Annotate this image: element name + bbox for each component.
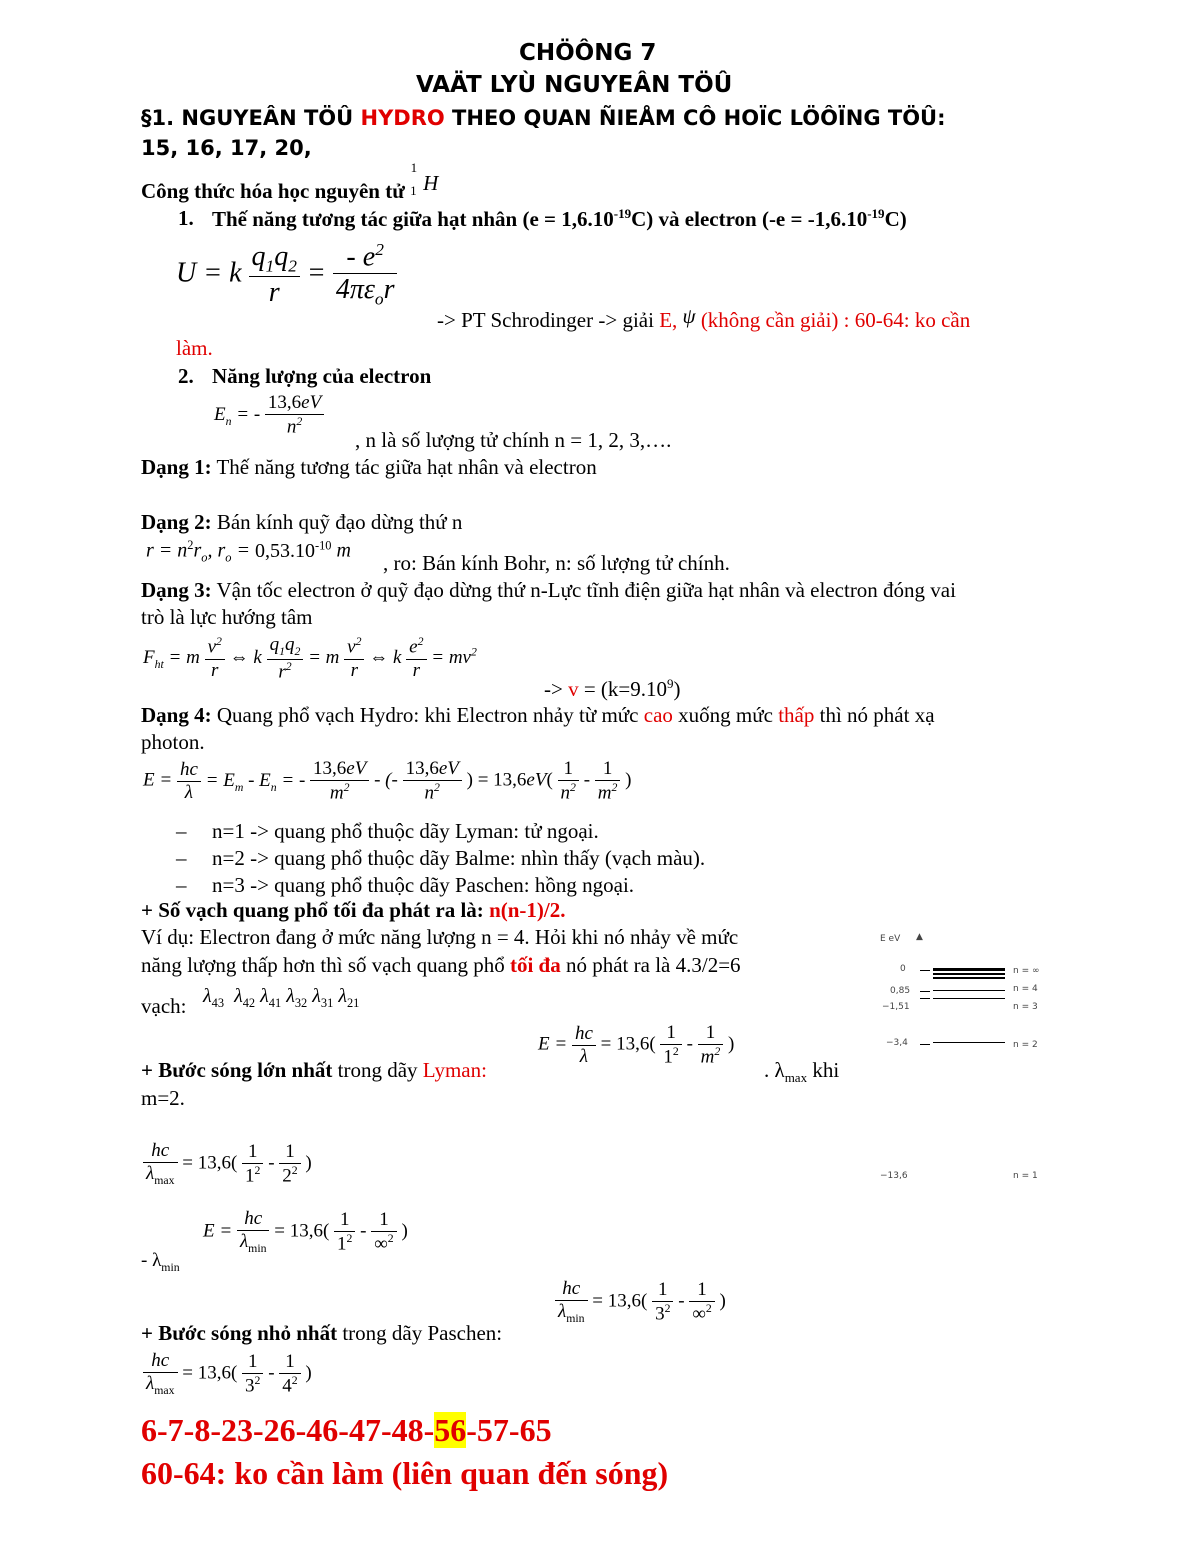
schrodinger-note: (không cần giải) : 60-64: ko cần [695,308,971,332]
level-n: n = 1 [1013,1171,1038,1181]
list-item: – n=3 -> quang phổ thuộc dãy Paschen: hồng ngoại. [176,873,635,897]
schrodinger-line2: làm. [176,336,213,360]
dang3-tail [544,676,681,702]
dang3 [141,578,956,603]
paschen-text: trong dãy Paschen: [337,1321,503,1345]
footer-list-b: -57-65 [466,1412,552,1448]
energy-formula: $E_n$ = - $\frac{13,6eV}{n^2}$ [214,392,324,438]
series-list [176,818,705,899]
dang3-line2: trò là lực hướng tâm [141,605,313,629]
dang2-label: Dạng 2: [141,510,212,534]
lyman-line2: m=2. [141,1086,185,1110]
item1-text-a: Thế năng tương tác giữa hạt nhân (e = 1,6.10 [212,207,614,231]
level-value: −13,6 [880,1171,908,1181]
lambda-max-paschen: $\frac{hc}{\lambda_{max}}$ = 13,6( $\frac{1}{3^2}$ - $\frac{1}{4^2}$ ) [143,1350,312,1398]
item1-exp2: -19 [867,206,885,221]
dang3-close: ) [673,677,681,701]
schrodinger-text: -> PT Schrodinger -> giải [437,308,660,332]
lyman-when: khi [807,1058,840,1082]
section-numbers: 15, 16, 17, 20, [141,136,312,160]
item1-text [212,206,907,232]
example-line2 [141,953,741,978]
paschen-line [141,1321,502,1346]
axis-arrow-icon: ▲ [916,932,923,942]
example-text-a: năng lượng thấp hơn thì số vạch quang phổ [141,953,510,977]
psi-symbol: ψ [682,304,696,328]
example-text-b: nó phát ra là 4.3/2=6 [560,953,741,977]
list-item: – n=2 -> quang phổ thuộc dãy Balme: nhìn thấy (vạch màu). [176,846,706,870]
level-n: n = ∞ [1013,966,1040,976]
chapter-title: CHÖÔNG 7 [519,40,657,66]
dang4-high: cao [643,703,673,727]
lambda-min-label [141,1250,180,1275]
item2-text: Năng lượng của electron [212,364,432,388]
dang1-label: Dạng 1: [141,455,212,479]
level-value: −1,51 [882,1002,910,1012]
lyman-label: + Bước sóng lớn nhất [141,1058,333,1082]
potential-energy-formula: U = k $\frac{q_1q_2}{r}$ = $\frac{- e^2}{4\pi\varepsilon_or}$ [176,240,397,310]
dang4 [141,703,935,728]
lyman-lambda: . λ [764,1058,785,1082]
item1-text-b: C) và electron (-e = -1,6.10 [631,207,868,231]
radius-formula: $r = n^2r_o$, $r_o = 0,53.10^{-10}$ m [146,538,351,565]
dang3-k: = (k=9.10 [578,677,668,701]
section-prefix: §1. NGUYEÂN TÖÛ [141,106,361,130]
dang3-label: Dạng 3: [141,578,212,602]
example-line1: Ví dụ: Electron đang ở mức năng lượng n = 4. Hỏi khi nó nhảy về mức [141,925,739,949]
axis-label: E eV [880,934,901,944]
lyman-tail [764,1058,839,1086]
dang4-text-c: thì nó phát xạ [814,703,935,727]
dang4-text-b: xuống mức [672,703,779,727]
chapter-subtitle: VAÄT LYÙ NGUYEÂN TÖÛ [416,72,733,98]
section-hydro: HYDRO [360,106,445,130]
lambda-min-paschen: $\frac{hc}{\lambda_{min}}$ = 13,6( $\frac{1}{3^2}$ - $\frac{1}{\infty^2}$ ) [555,1278,726,1326]
section-heading [141,106,946,130]
item1-exp1: -19 [613,206,632,221]
lyman-line [141,1058,487,1083]
lambda-min-sub: min [161,1260,180,1274]
example-max: tối đa [509,953,561,977]
section-suffix: THEO QUAN ÑIEÅM CÔ HOÏC LÖÔÏNG TÖÛ: [444,106,946,130]
dang4-label: Dạng 4: [141,703,212,727]
level-value: 0 [900,964,906,974]
max-lines [141,898,566,923]
lyman-max-sub: max [784,1070,808,1086]
dang2 [141,510,462,535]
max-lines-formula: n(n-1)/2. [489,898,566,922]
lyman-formula: E = $\frac{hc}{\lambda}$ = 13,6( $\frac{1}{1^2}$ - $\frac{1}{m^2}$ ) [538,1022,735,1068]
item2-num: 2. [178,364,194,388]
dang1-text: Thế năng tương tác giữa hạt nhân và electron [211,455,597,479]
dang4-low: thấp [778,703,815,727]
lambda-list: $\lambda_{43}$ $\lambda_{42}$ $\lambda_{41}$ $\lambda_{32}$ $\lambda_{31}$ $\lambda_{21}$ [203,985,360,1010]
item1-num: 1. [178,206,194,230]
lyman-text: trong dãy [332,1058,423,1082]
level-n: n = 2 [1013,1040,1038,1050]
lambda-min-text: - λ [141,1250,162,1271]
example-line3: vạch: [141,994,187,1018]
lambda-max-lyman: $\frac{hc}{\lambda_{max}}$ = 13,6( $\frac{1}{1^2}$ - $\frac{1}{2^2}$ ) [143,1140,312,1188]
lambda-min-lyman: E = $\frac{hc}{\lambda_{min}}$ = 13,6( $\frac{1}{1^2}$ - $\frac{1}{\infty^2}$ ) [203,1208,408,1255]
level-value: −3,4 [886,1038,908,1048]
photon-energy-formula: E = $\frac{hc}{\lambda}$ = $E_m - E_n$ = - $\frac{13,6eV}{m^2}$ - (- $\frac{13,6eV}{n^2}$ ) = 13,6eV( $\frac{1}{n^2}$ - $\frac{1}{m^2}$ ) [143,758,632,804]
dang3-arrow: -> [544,677,569,701]
centripetal-formula: $F_{ht} = m$ $\frac{v^2}{r}$ ⇔ k $\frac{q_1q_2}{r^2}$ = m $\frac{v^2}{r}$ ⇔ k $\frac{e^2}{r}$ = $mv^2$ [143,634,477,683]
energy-level-diagram [868,928,1068,1188]
footer-list-a: 6-7-8-23-26-46-47-48- [141,1412,435,1448]
item1-text-c: C) [884,207,907,231]
dang3-text: Vận tốc electron ở quỹ đạo dừng thứ n-Lực tĩnh điện giữa hạt nhân và electron đóng vai [211,578,956,602]
level-n: n = 4 [1013,984,1038,994]
schrodinger-line [437,304,971,333]
footer-line2: 60-64: ko cần làm (liên quan đến sóng) [141,1455,669,1491]
dang3-v: v [568,677,579,701]
dang3-k-exp: 9 [667,676,674,691]
formula-intro [141,160,439,207]
footer-line1 [141,1412,552,1449]
dang2-note: , ro: Bán kính Bohr, n: số lượng tử chính. [383,551,730,575]
formula-intro-text: Công thức hóa học nguyên tử [141,179,405,203]
energy-note: , n là số lượng tử chính n = 1, 2, 3,…. [355,428,672,452]
dang2-text: Bán kính quỹ đạo dừng thứ n [211,510,463,534]
dang1 [141,455,597,480]
lyman-red: Lyman: [422,1058,487,1082]
level-value: 0,85 [890,986,911,996]
schrodinger-e: E, [659,308,678,332]
footer-highlight: 56 [434,1412,467,1448]
max-lines-label: + Số vạch quang phổ tối đa phát ra là: [141,898,490,922]
paschen-label: + Bước sóng nhỏ nhất [141,1321,338,1345]
hydrogen-symbol: $_1^1$H [410,160,439,199]
dang4-line2: photon. [141,730,205,754]
level-n: n = 3 [1013,1002,1038,1012]
list-item: – n=1 -> quang phổ thuộc dãy Lyman: tử ngoại. [176,819,599,843]
dang4-text-a: Quang phổ vạch Hydro: khi Electron nhảy từ mức [211,703,644,727]
